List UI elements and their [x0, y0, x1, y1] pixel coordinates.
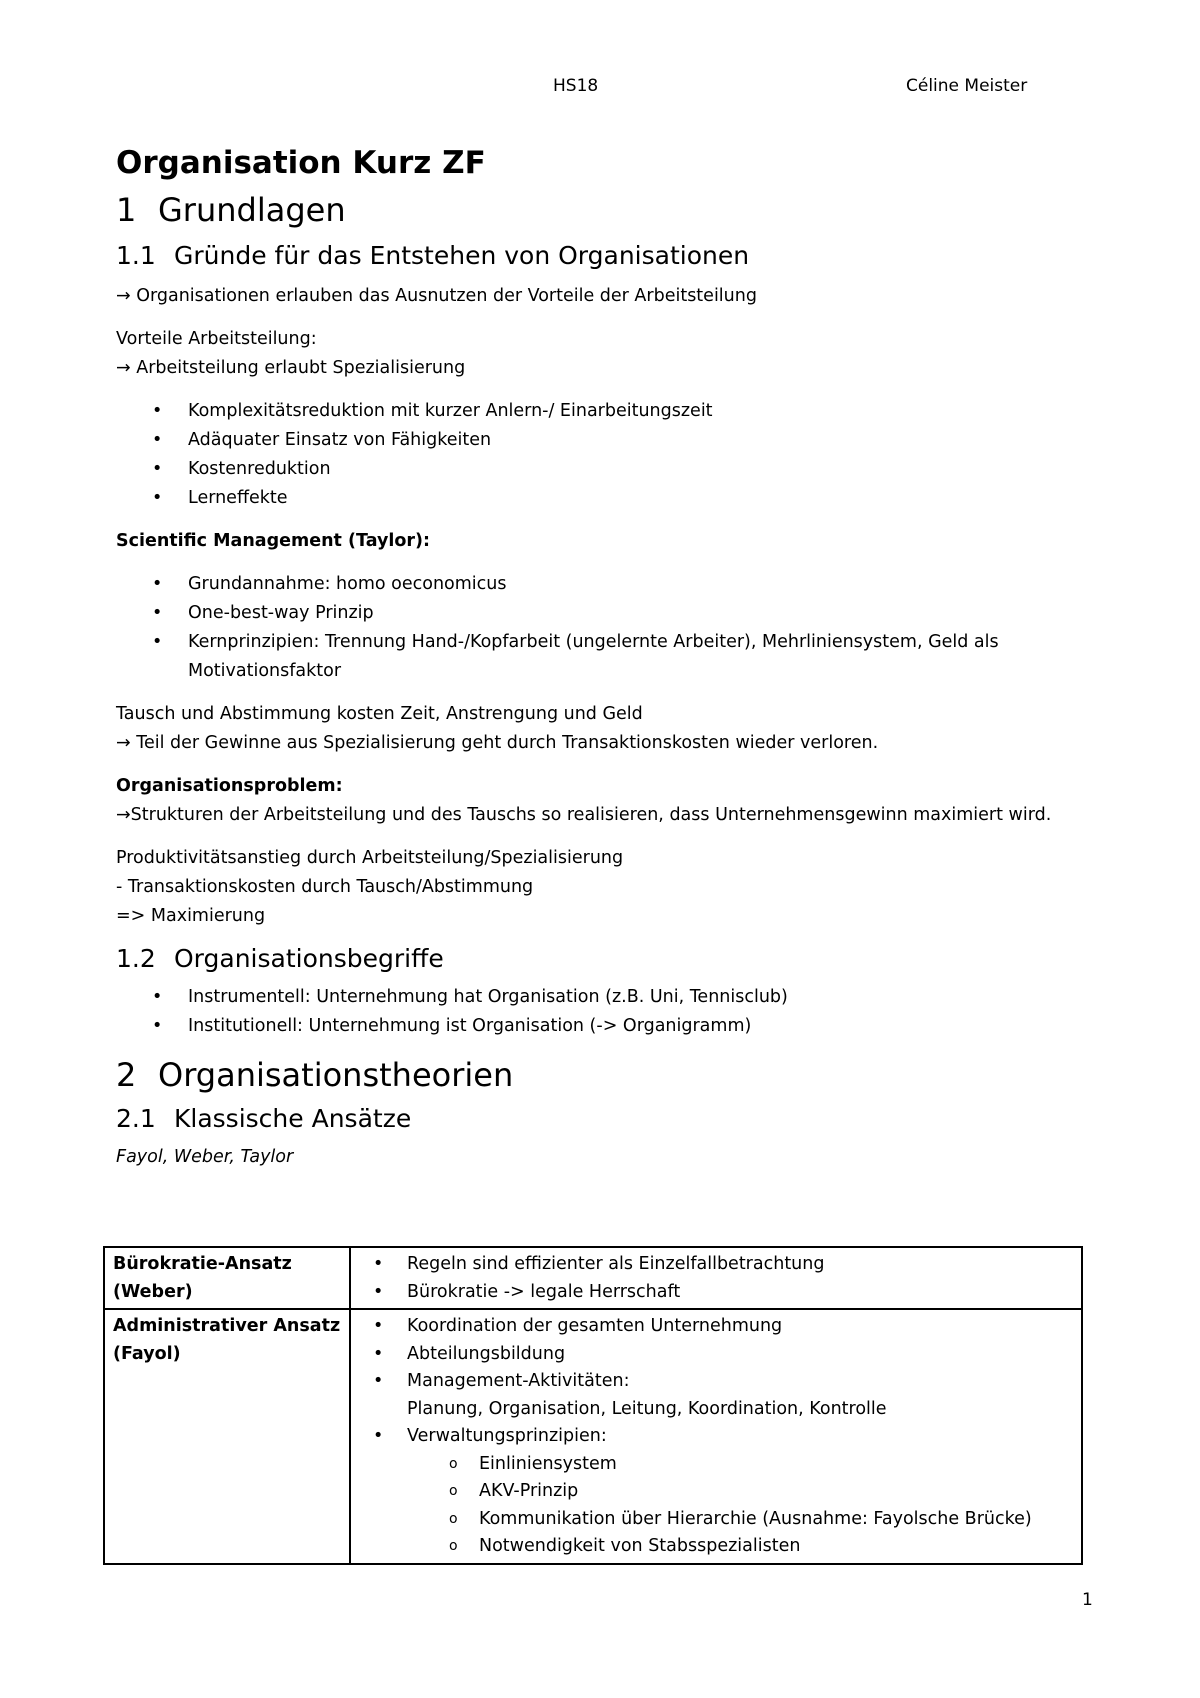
- organisationsproblem-text: →Strukturen der Arbeitsteilung und des Tauschs so realisieren, dass Unternehmensgewinn maximiert wird.: [116, 805, 1052, 825]
- header-author: Céline Meister: [906, 76, 1028, 96]
- list-item: • Abteilungsbildung: [359, 1341, 1073, 1369]
- paragraph-tausch: Tausch und Abstimmung kosten Zeit, Anstrengung und Geld: [116, 704, 643, 724]
- paragraph-maximierung: => Maximierung: [116, 906, 266, 926]
- list-item: • One-best-way Prinzip: [116, 599, 1096, 628]
- row2-list: [359, 1313, 1073, 1451]
- table-cell-label: Bürokratie-Ansatz (Weber): [104, 1247, 350, 1309]
- verwaltungsprinzipien-list: [359, 1451, 1073, 1561]
- section-1-1-heading: [116, 236, 1096, 276]
- paragraph-spezialisierung: → Arbeitsteilung erlaubt Spezialisierung: [116, 358, 466, 378]
- section-2-1-title: Klassische Ansätze: [174, 1104, 412, 1133]
- list-item: • Bürokratie -> legale Herrschaft: [359, 1279, 1073, 1307]
- section-1-2-number: 1.2: [116, 944, 156, 973]
- section-2-title: Organisationstheorien: [158, 1056, 514, 1094]
- list-item: • Koordination der gesamten Unternehmung: [359, 1313, 1073, 1341]
- list-item: • Adäquater Einsatz von Fähigkeiten: [116, 426, 1096, 455]
- section-1-2-title: Organisationsbegriffe: [174, 944, 444, 973]
- scientific-management-list: [116, 570, 1096, 686]
- section-1-heading: [116, 186, 1096, 234]
- section-1-number: 1: [116, 191, 137, 229]
- scientific-management-heading: Scientific Management (Taylor):: [116, 531, 431, 551]
- sub-list-item: o AKV-Prinzip: [359, 1478, 1073, 1506]
- vorteile-list: [116, 397, 1096, 513]
- paragraph-transaktionskosten: → Teil der Gewinne aus Spezialisierung geht durch Transaktionskosten wieder verloren.: [116, 733, 879, 753]
- document-title: Organisation Kurz ZF: [116, 145, 486, 181]
- management-detail: Planung, Organisation, Leitung, Koordination, Kontrolle: [407, 1398, 887, 1419]
- list-item: [359, 1368, 1073, 1423]
- list-item: • Regeln sind effizienter als Einzelfallbetrachtung: [359, 1251, 1073, 1279]
- klassische-ansaetze-table: [103, 1246, 1083, 1565]
- section-1-2-heading: [116, 939, 1096, 979]
- paragraph-vorteile-heading: Vorteile Arbeitsteilung:: [116, 329, 317, 349]
- list-item: • Kernprinzipien: Trennung Hand-/Kopfarbeit (ungelernte Arbeiter), Mehrliniensystem, Geld als Motivationsfaktor: [116, 628, 1096, 686]
- section-2-1-heading: [116, 1099, 1096, 1139]
- page-number: 1: [1082, 1590, 1093, 1610]
- organisationsbegriffe-list: [116, 983, 1096, 1041]
- list-item-text: Management-Aktivitäten:: [407, 1371, 630, 1391]
- table-row: [104, 1247, 1082, 1309]
- paragraph-transaktion-minus: - Transaktionskosten durch Tausch/Abstimmung: [116, 877, 534, 897]
- table-row: [104, 1309, 1082, 1564]
- document-body: [116, 140, 1096, 1172]
- sub-list-item: o Einliniensystem: [359, 1451, 1073, 1479]
- list-item: • Instrumentell: Unternehmung hat Organisation (z.B. Uni, Tennisclub): [116, 983, 1096, 1012]
- section-2-1-number: 2.1: [116, 1104, 156, 1133]
- section-1-title: Grundlagen: [158, 191, 346, 229]
- paragraph-produktivitaet: Produktivitätsanstieg durch Arbeitsteilung/Spezialisierung: [116, 848, 624, 868]
- table-cell-label: Administrativer Ansatz (Fayol): [104, 1309, 350, 1564]
- list-item: • Institutionell: Unternehmung ist Organisation (-> Organigramm): [116, 1012, 1096, 1041]
- section-1-1-title: Gründe für das Entstehen von Organisationen: [174, 241, 750, 270]
- section-1-1-number: 1.1: [116, 241, 156, 270]
- paragraph-arbeitsteilung: → Organisationen erlauben das Ausnutzen der Vorteile der Arbeitsteilung: [116, 286, 757, 306]
- list-item: • Grundannahme: homo oeconomicus: [116, 570, 1096, 599]
- section-2-heading: [116, 1051, 1096, 1099]
- authors-line: Fayol, Weber, Taylor: [116, 1147, 294, 1167]
- list-item: • Komplexitätsreduktion mit kurzer Anlern-/ Einarbeitungszeit: [116, 397, 1096, 426]
- table-cell-content: [350, 1309, 1082, 1564]
- list-item: • Kostenreduktion: [116, 455, 1096, 484]
- table-cell-content: [350, 1247, 1082, 1309]
- list-item: • Lerneffekte: [116, 484, 1096, 513]
- header-term: HS18: [553, 76, 599, 96]
- organisationsproblem-heading: Organisationsproblem:: [116, 776, 343, 796]
- sub-list-item: o Kommunikation über Hierarchie (Ausnahme: Fayolsche Brücke): [359, 1506, 1073, 1534]
- row1-list: [359, 1251, 1073, 1306]
- sub-list-item: o Notwendigkeit von Stabsspezialisten: [359, 1533, 1073, 1561]
- list-item: • Verwaltungsprinzipien:: [359, 1423, 1073, 1451]
- section-2-number: 2: [116, 1056, 137, 1094]
